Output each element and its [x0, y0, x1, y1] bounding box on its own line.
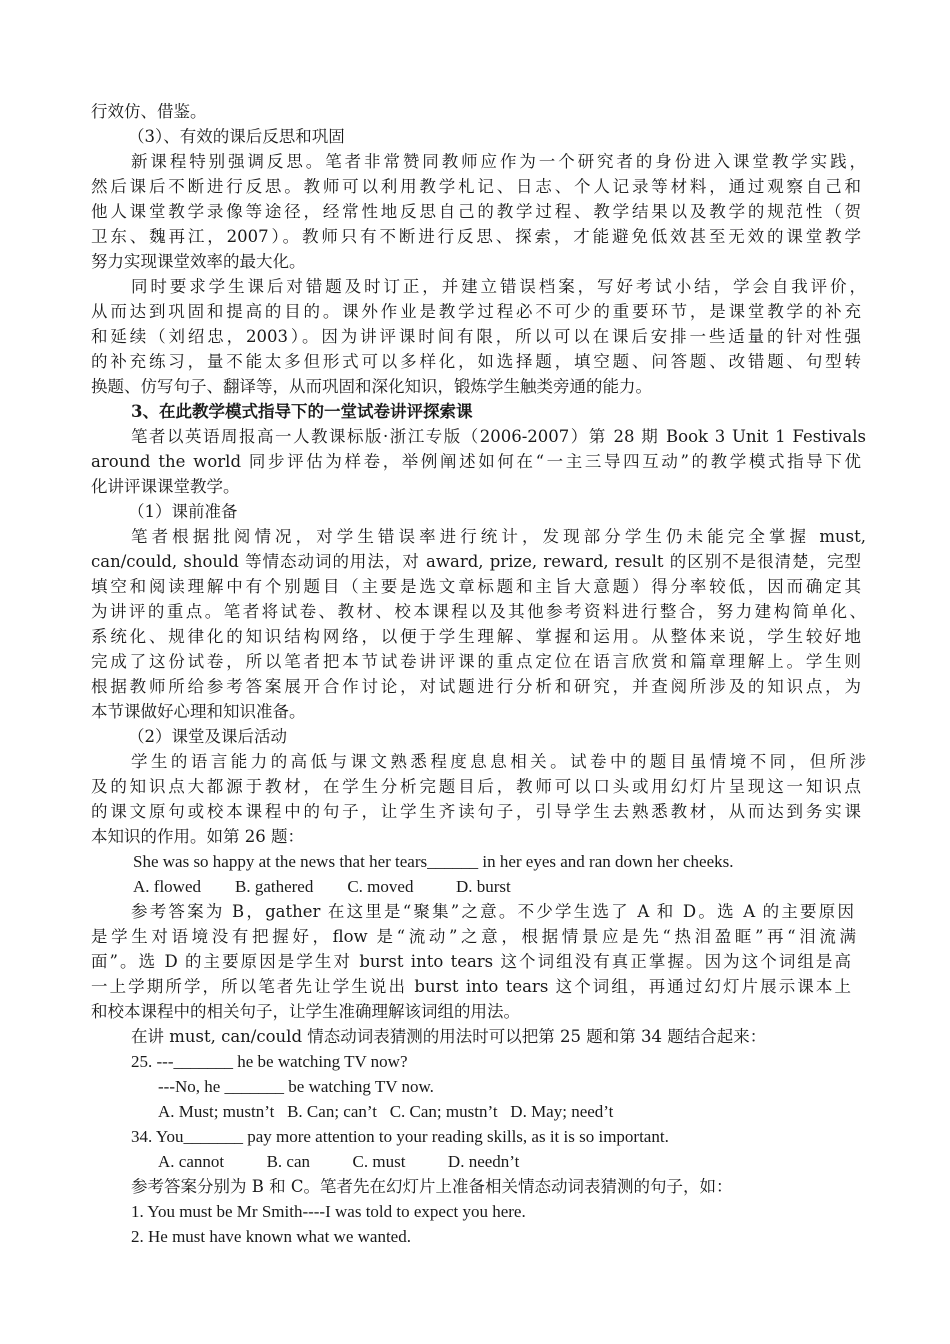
- text-line: 学生的语言能力的高低与课文熟悉程度息息相关。试卷中的题目虽情境不同，但所涉: [131, 752, 866, 771]
- question-options: A. Must; mustn’t B. Can; can’t C. Can; mustn’t D. May; need’t: [158, 1102, 614, 1121]
- text-line: 新课程特别强调反思。笔者非常赞同教师应作为一个研究者的身份进入课堂教学实践，: [131, 152, 866, 171]
- question-stem: She was so happy at the news that her tears______ in her eyes and ran down her cheeks.: [133, 852, 734, 871]
- text-line: 本节课做好心理和知识准备。: [91, 702, 306, 721]
- text-line: 根据教师所给参考答案展开合作讨论，对试题进行分析和研究，并查阅所涉及的知识点，为: [91, 677, 861, 696]
- text-line: 然后课后不断进行反思。教师可以利用教学札记、日志、个人记录等材料，通过观察自己和: [91, 177, 861, 196]
- text-line: 笔者根据批阅情况，对学生错误率进行统计，发现部分学生仍未能完全掌握 must,: [131, 527, 866, 546]
- text-line: 努力实现课堂效率的最大化。: [91, 252, 306, 271]
- text-line: 面”。选 D 的主要原因是学生对 burst into tears 这个词组没有真正掌握。因为这个词组是高: [91, 952, 851, 971]
- text-line: 完成了这份试卷，所以笔者把本节试卷讲评课的重点定位在语言欣赏和篇章理解上。学生则: [91, 652, 861, 671]
- subsection-heading: （2）课堂及课后活动: [128, 727, 287, 746]
- example-sentence: 2. He must have known what we wanted.: [131, 1227, 411, 1246]
- text-line: 同时要求学生课后对错题及时订正，并建立错误档案，写好考试小结，学会自我评价，: [131, 277, 866, 296]
- text-line: 参考答案为 B，gather 在这里是“聚集”之意。不少学生选了 A 和 D。选 A 的主要原因: [131, 902, 854, 921]
- text-line: 他人课堂教学录像等途径，经常性地反思自己的教学过程、教学结果以及教学的规范性（贺: [91, 202, 861, 221]
- text-line: 和校本课程中的相关句子，让学生准确理解该词组的用法。: [91, 1002, 520, 1021]
- question-stem: ---No, he _______ be watching TV now.: [158, 1077, 434, 1096]
- subsection-heading: （1）课前准备: [128, 502, 238, 521]
- text-line: 换题、仿写句子、翻译等，从而巩固和深化知识，锻炼学生触类旁通的能力。: [91, 377, 652, 396]
- text-line: 从而达到巩固和提高的目的。课外作业是教学过程必不可少的重要环节，是课堂教学的补充: [91, 302, 861, 321]
- text-line: 和延续（刘绍忠，2003）。因为讲评课时间有限，所以可以在课后安排一些适量的针对性强: [91, 327, 861, 346]
- text-line: 为讲评的重点。笔者将试卷、教材、校本课程以及其他参考资料进行整合，努力建构简单化、: [91, 602, 866, 621]
- text-line: 的课文原句或校本课程中的句子，让学生齐读句子，引导学生去熟悉教材，从而达到务实课: [91, 802, 861, 821]
- section-heading: （3）、有效的课后反思和巩固: [128, 127, 345, 146]
- text-line: around the world 同步评估为样卷，举例阐述如何在“一主三导四互动”的教学模式指导下优: [91, 452, 861, 471]
- text-line: can/could, should 等情态动词的用法，对 award, prize, reward, result 的区别不是很清楚，完型: [91, 552, 861, 571]
- text-line: 参考答案分别为 B 和 C。笔者先在幻灯片上准备相关情态动词表猜测的句子，如：: [131, 1177, 733, 1196]
- question-options: A. cannot B. can C. must D. needn’t: [158, 1152, 520, 1171]
- section-heading: 3、在此教学模式指导下的一堂试卷讲评探索课: [131, 402, 473, 421]
- text-line: 的补充练习，量不能太多但形式可以多样化，如选择题，填空题、问答题、改错题、句型转: [91, 352, 861, 371]
- question-stem: 34. You_______ pay more attention to your reading skills, as it is so important.: [131, 1127, 669, 1146]
- text-line: 本知识的作用。如第 26 题：: [91, 827, 304, 846]
- text-line: 行效仿、借鉴。: [91, 102, 207, 121]
- text-line: 及的知识点大都源于教材，在学生分析完题目后，教师可以口头或用幻灯片呈现这一知识点: [91, 777, 861, 796]
- question-stem: 25. ---_______ he be watching TV now?: [131, 1052, 408, 1071]
- text-line: 一上学期所学，所以笔者先让学生说出 burst into tears 这个词组，再通过幻灯片展示课本上: [91, 977, 851, 996]
- example-sentence: 1. You must be Mr Smith----I was told to expect you here.: [131, 1202, 526, 1221]
- text-line: 卫东、魏再江，2007）。教师只有不断进行反思、探索，才能避免低效甚至无效的课堂教学: [91, 227, 861, 246]
- text-line: 是学生对语境没有把握好，flow 是“流动”之意，根据情景应是先“热泪盈眶”再“泪流满: [91, 927, 856, 946]
- question-options: A. flowed B. gathered C. moved D. burst: [133, 877, 511, 896]
- text-line: 系统化、规律化的知识结构网络，以便于学生理解、掌握和运用。从整体来说，学生较好地: [91, 627, 861, 646]
- text-line: 笔者以英语周报高一人教课标版·浙江专版（2006-2007）第 28 期 Book 3 Unit 1 Festivals: [131, 427, 866, 446]
- text-line: 填空和阅读理解中有个别题目（主要是选文章标题和主旨大意题）得分率较低，因而确定其: [91, 577, 861, 596]
- text-line: 在讲 must, can/could 情态动词表猜测的用法时可以把第 25 题和第 34 题结合起来：: [131, 1027, 767, 1046]
- text-line: 化讲评课课堂教学。: [91, 477, 240, 496]
